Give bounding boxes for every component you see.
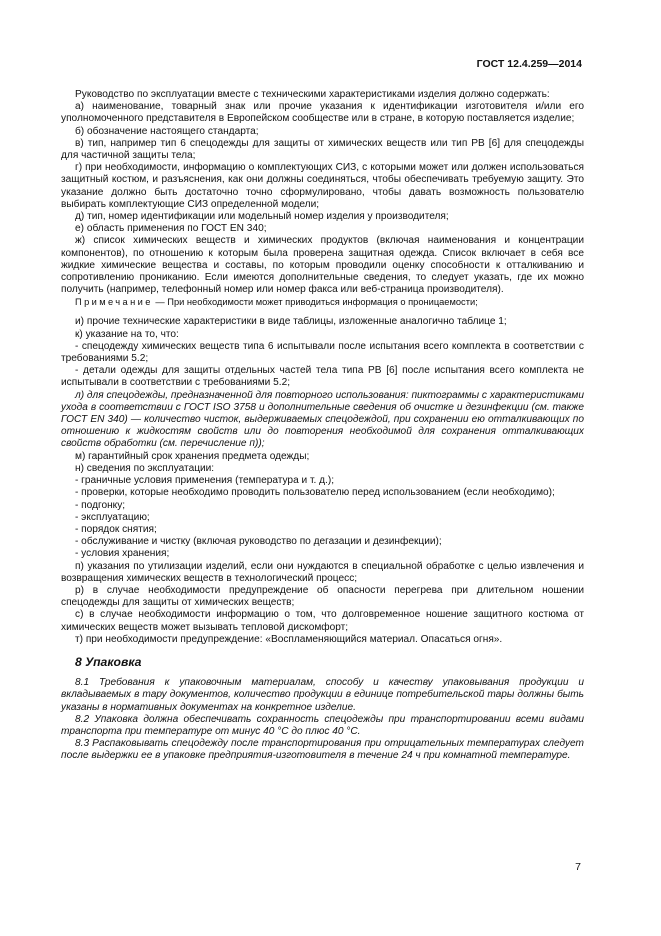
intro-paragraph: Руководство по эксплуатации вместе с техническими характеристиками изделия должно содержать:: [75, 89, 550, 100]
list-subitem: - обслуживание и чистку (включая руководство по дегазации и дезинфекции);: [75, 536, 442, 548]
section-heading: 8 Упаковка: [75, 654, 142, 669]
list-item-g: г) при необходимости, информацию о комплектующих СИЗ, с которыми может или должен использоваться защитный костюм, и разъяснения, как они должны соединяться, чтобы обеспечивать требуемую защиту. Это указание должно быть достаточно точно сформулировано, чтобы давать возможность пользователю выбирать комплектующие СИЗ определенной модели;: [61, 162, 584, 210]
list-item-b: б) обозначение настоящего стандарта;: [75, 125, 259, 137]
list-subitem: - граничные условия применения (температура и т. д.);: [75, 475, 335, 487]
note-label: Примечание: [75, 297, 153, 308]
clause-8-1: 8.1 Требования к упаковочным материалам, способу и качеству упаковывания продукции и вкладываемых в тару документов, количество продукции в единице потребительской тары должны быть указаны в нормативных документах на конкретное изделие.: [61, 677, 584, 713]
page-number: 7: [575, 861, 581, 873]
list-item-zh: ж) список химических веществ и химических продуктов (включая наименования и концентрации компонентов), по отношению к которым была проверена защитная одежда. Список включает в себя все жидкие химические вещества и составы, по которым проводили оценку способности к отталкиванию и сопротивлению прониканию. Если имеются дополнительные сведения, то следует указать, где их можно получить (например, телефонный номер или номер факса или веб-страница производителя).: [61, 235, 584, 296]
list-item-p: п) указания по утилизации изделий, если они нуждаются в специальной обработке с целью извлечения и возвращения химических веществ в технологический процесс;: [61, 560, 584, 584]
list-item-e: е) область применения по ГОСТ EN 340;: [75, 223, 267, 235]
list-item-r: р) в случае необходимости предупреждение об опасности перегрева при длительном ношении спецодежды для защиты от химических веществ;: [61, 584, 584, 609]
clause-8-3: 8.3 Распаковывать спецодежду после транспортирования при отрицательных температурах следует после выдержки ее в упаковке предприятия-изготовителя в течение 24 ч при комнатной температуре.: [61, 738, 584, 762]
note: [61, 296, 584, 316]
list-subitem: - спецодежду химических веществ типа 6 испытывали после испытания всего комплекта в соответствии с требованиями 5.2;: [61, 340, 584, 365]
list-item-a: а) наименование, товарный знак или прочие указания к идентификации изготовителя и/или его уполномоченного представителя в Европейском сообществе или в стране, в которую поставляется изделие;: [61, 101, 584, 125]
clause-8-2: 8.2 Упаковка должна обеспечивать сохранность спецодежды при транспортировании всеми видами транспорта при температуре от минус 40 °С до плюс 40 °С.: [61, 713, 584, 737]
list-item-s: с) в случае необходимости информацию о том, что долговременное ношение защитного костюма от химических веществ может вызывать тепловой дискомфорт;: [61, 609, 584, 633]
list-subitem: - проверки, которые необходимо проводить пользователю перед использованием (если необходимо);: [75, 487, 555, 499]
list-item-t: т) при необходимости предупреждение: «Воспламеняющийся материал. Опасаться огня».: [75, 633, 503, 645]
list-subitem: - порядок снятия;: [75, 523, 157, 535]
list-subitem: - детали одежды для защиты отдельных частей тела типа PB [6] после испытания всего комплекта не испытывали в соответствии с требованиями 5.2;: [61, 365, 584, 389]
document-header: ГОСТ 12.4.259—2014: [476, 58, 582, 70]
list-item-i: и) прочие технические характеристики в виде таблицы, изложенные аналогично таблице 1;: [75, 316, 507, 328]
list-item-n: н) сведения по эксплуатации:: [75, 462, 215, 474]
list-item-l: л) для спецодежды, предназначенной для повторного использования: пиктограммы с характеристиками ухода в соответствии с ГОСТ ISO 3758 и дополнительные сведения об очистке и дезинфекции (см. также ГОСТ EN 340) — количество чисток, выдерживаемых спецодеждой, при сохранении ею отталкивающих по отношению к жидкостям свойств или до повторения необходимой для сохранения отталкивающих свойств обработки (см. перечисление п));: [61, 389, 584, 450]
list-subitem: - подгонку;: [75, 499, 126, 511]
section-8: [61, 677, 584, 762]
list-item-v: в) тип, например тип 6 спецодежды для защиты от химических веществ или тип PB [6] для спецодежды для частичной защиты тела;: [61, 137, 584, 162]
list-item-k: к) указание на то, что:: [75, 328, 179, 340]
list-item-m: м) гарантийный срок хранения предмета одежды;: [75, 450, 310, 462]
list-subitem: - условия хранения;: [75, 548, 170, 560]
list-subitem: - эксплуатацию;: [75, 511, 150, 523]
note-text: — При необходимости может приводиться информация о проницаемости;: [155, 297, 478, 308]
page-body: [61, 89, 584, 763]
list-item-d: д) тип, номер идентификации или модельный номер изделия у производителя;: [75, 211, 449, 223]
